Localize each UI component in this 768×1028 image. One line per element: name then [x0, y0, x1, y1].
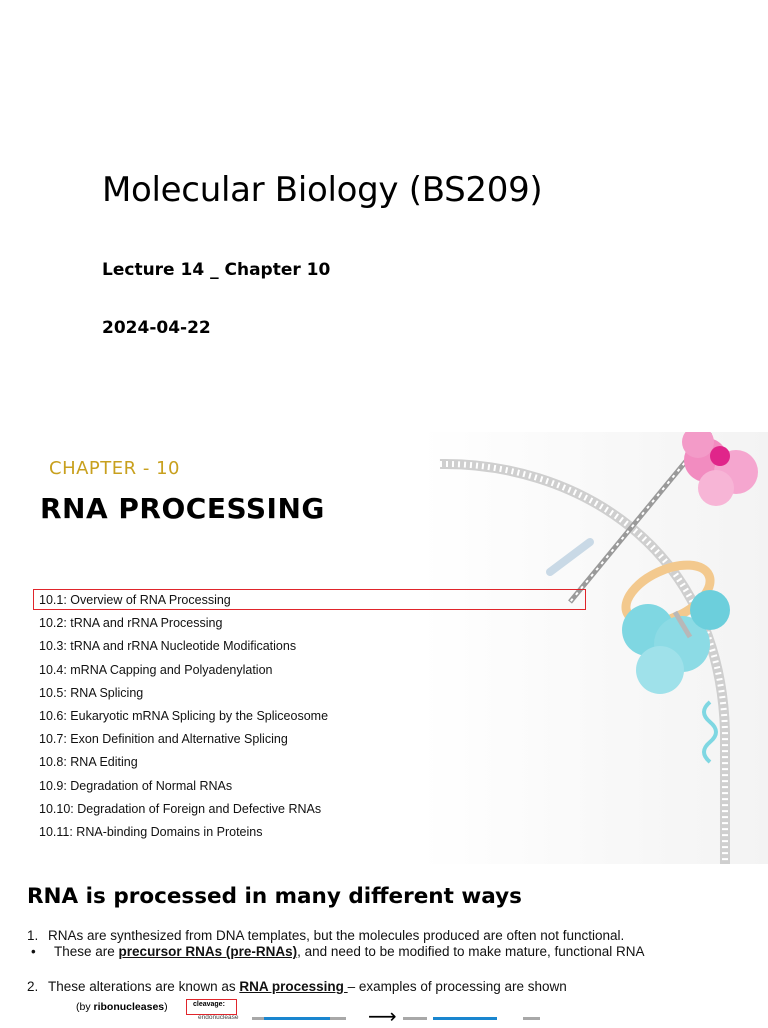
bullet-text-end: , and need to be modified to make mature, functional RNA: [297, 944, 645, 959]
bullet-icon: •: [31, 944, 36, 959]
ribonuclease-note: [76, 1001, 168, 1013]
slide-title: RNA is processed in many different ways: [27, 884, 522, 909]
note-bold: ribonucleases: [93, 1001, 165, 1013]
lecture-label: Lecture 14 _ Chapter 10: [102, 260, 331, 280]
rna-flank-segment: [252, 1017, 264, 1020]
list-number: 2.: [27, 979, 39, 994]
process-arrow-icon: ⟶: [368, 1006, 397, 1028]
title-slide: [0, 0, 768, 430]
list-text: These alterations are known as: [48, 979, 240, 994]
bullet-text: These are: [54, 944, 119, 959]
toc-item[interactable]: 10.8: RNA Editing: [39, 755, 138, 770]
emphasis-term: RNA processing: [239, 979, 348, 994]
toc-item[interactable]: 10.6: Eukaryotic mRNA Splicing by the Spliceosome: [39, 708, 329, 723]
content-slide: [0, 866, 768, 1028]
emphasis-term: precursor RNAs (pre-RNAs): [118, 944, 298, 959]
course-title: Molecular Biology (BS209): [102, 170, 543, 210]
table-of-contents: [39, 592, 328, 847]
rna-flank-segment: [403, 1017, 427, 1020]
cleavage-box: [186, 999, 237, 1015]
toc-item[interactable]: 10.7: Exon Definition and Alternative Splicing: [39, 732, 288, 747]
toc-item[interactable]: 10.5: RNA Splicing: [39, 685, 144, 700]
endonuclease-label: endonuclease: [198, 1014, 239, 1021]
list-item: [27, 928, 624, 943]
lecture-date: 2024-04-22: [102, 318, 211, 338]
chapter-label: CHAPTER - 10: [49, 458, 180, 479]
rna-flank-segment: [523, 1017, 540, 1020]
note-text: (by: [76, 1001, 94, 1013]
rna-flank-segment: [330, 1017, 346, 1020]
list-item: [27, 979, 567, 994]
chapter-title: RNA PROCESSING: [40, 492, 325, 525]
toc-item[interactable]: 10.9: Degradation of Normal RNAs: [39, 778, 233, 793]
cleavage-label: cleavage:: [193, 1001, 225, 1008]
rna-exon-segment: [433, 1017, 497, 1020]
toc-item[interactable]: 10.4: mRNA Capping and Polyadenylation: [39, 662, 273, 677]
bullet-item: [31, 944, 645, 959]
list-number: 1.: [27, 928, 39, 943]
list-text-end: – examples of processing are shown: [347, 979, 567, 994]
list-text: RNAs are synthesized from DNA templates, but the molecules produced are often not functional.: [48, 928, 625, 943]
toc-item[interactable]: 10.2: tRNA and rRNA Processing: [39, 616, 223, 631]
chapter-slide: [0, 432, 768, 864]
toc-item[interactable]: 10.3: tRNA and rRNA Nucleotide Modifications: [39, 639, 297, 654]
note-text-end: ): [164, 1001, 168, 1013]
rna-polymerase-illustration: [420, 432, 768, 864]
toc-item[interactable]: 10.1: Overview of RNA Processing: [39, 593, 231, 607]
rna-exon-segment: [264, 1017, 330, 1020]
toc-item[interactable]: 10.11: RNA-binding Domains in Proteins: [39, 824, 263, 839]
toc-item[interactable]: 10.10: Degradation of Foreign and Defective RNAs: [39, 801, 322, 816]
